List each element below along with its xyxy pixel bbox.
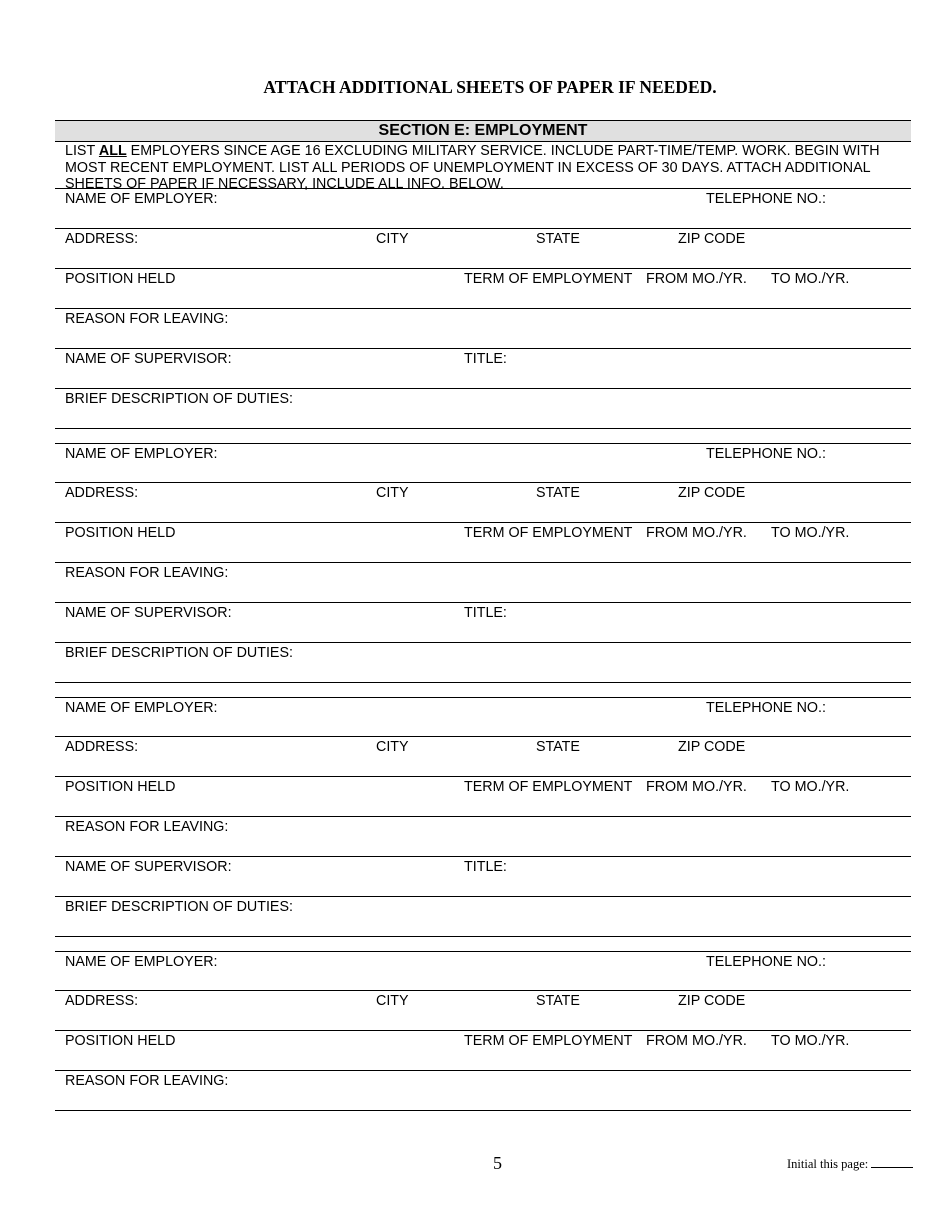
employer-name-row[interactable] [55,443,911,483]
position-label: POSITION HELD [65,779,176,795]
telephone-label: TELEPHONE NO.: [706,954,826,970]
from-label: FROM MO./YR. [646,525,747,541]
employer-name-label: NAME OF EMPLOYER: [65,954,218,970]
from-label: FROM MO./YR. [646,1033,747,1049]
duties-label: BRIEF DESCRIPTION OF DUTIES: [65,899,293,915]
city-label: CITY [376,993,409,1009]
initial-blank-line[interactable] [871,1158,913,1168]
state-label: STATE [536,993,580,1009]
instructions-emphasis: ALL [98,143,127,159]
duties-row[interactable] [55,897,911,937]
state-label: STATE [536,739,580,755]
position-label: POSITION HELD [65,525,176,541]
section-instructions [55,142,911,192]
supervisor-row[interactable] [55,603,911,643]
employer-name-row[interactable] [55,951,911,991]
state-label: STATE [536,231,580,247]
address-row[interactable] [55,483,911,523]
instructions-line3: SHEETS OF PAPER IF NECESSARY, INCLUDE ALL INFO. BELOW. [65,176,504,192]
address-label: ADDRESS: [65,993,139,1009]
instructions-line1: EMPLOYERS SINCE AGE 16 EXCLUDING MILITARY SERVICE. INCLUDE PART-TIME/TEMP. WORK. BEGIN WITH [126,143,880,159]
supervisor-label: NAME OF SUPERVISOR: [65,859,232,875]
telephone-label: TELEPHONE NO.: [706,700,826,716]
supervisor-label: NAME OF SUPERVISOR: [65,351,232,367]
employer-name-row[interactable] [55,189,911,229]
employer-name-label: NAME OF EMPLOYER: [65,446,218,462]
address-row[interactable] [55,737,911,777]
initial-label: Initial this page: [787,1157,869,1171]
duties-row[interactable] [55,389,911,429]
title-label: TITLE: [464,605,507,621]
employer-name-label: NAME OF EMPLOYER: [65,191,218,207]
position-row[interactable] [55,777,911,817]
position-label: POSITION HELD [65,1033,176,1049]
reason-row[interactable] [55,817,911,857]
zip-label: ZIP CODE [678,231,746,247]
telephone-label: TELEPHONE NO.: [706,446,826,462]
reason-row[interactable] [55,309,911,349]
position-label: POSITION HELD [65,271,176,287]
reason-label: REASON FOR LEAVING: [65,819,229,835]
term-label: TERM OF EMPLOYMENT [464,1033,633,1049]
to-label: TO MO./YR. [771,1033,850,1049]
from-label: FROM MO./YR. [646,271,747,287]
reason-label: REASON FOR LEAVING: [65,565,229,581]
supervisor-row[interactable] [55,349,911,389]
address-row[interactable] [55,991,911,1031]
telephone-label: TELEPHONE NO.: [706,191,826,207]
term-label: TERM OF EMPLOYMENT [464,271,633,287]
position-row[interactable] [55,269,911,309]
zip-label: ZIP CODE [678,485,746,501]
to-label: TO MO./YR. [771,525,850,541]
employment-form [55,120,911,1111]
title-label: TITLE: [464,859,507,875]
employer-name-row[interactable] [55,697,911,737]
title-label: TITLE: [464,351,507,367]
position-row[interactable] [55,1031,911,1071]
address-label: ADDRESS: [65,739,139,755]
reason-row[interactable] [55,1071,911,1111]
term-label: TERM OF EMPLOYMENT [464,779,633,795]
duties-label: BRIEF DESCRIPTION OF DUTIES: [65,645,293,661]
position-row[interactable] [55,523,911,563]
address-label: ADDRESS: [65,485,139,501]
zip-label: ZIP CODE [678,993,746,1009]
reason-label: REASON FOR LEAVING: [65,1073,229,1089]
to-label: TO MO./YR. [771,779,850,795]
zip-label: ZIP CODE [678,739,746,755]
state-label: STATE [536,485,580,501]
supervisor-row[interactable] [55,857,911,897]
address-label: ADDRESS: [65,231,139,247]
city-label: CITY [376,485,409,501]
employer-name-label: NAME OF EMPLOYER: [65,700,218,716]
from-label: FROM MO./YR. [646,779,747,795]
instructions-prefix: LIST [65,143,99,159]
instructions-line2: MOST RECENT EMPLOYMENT. LIST ALL PERIODS OF UNEMPLOYMENT IN EXCESS OF 30 DAYS. ATTACH ADDITIONAL [65,159,871,176]
duties-label: BRIEF DESCRIPTION OF DUTIES: [65,391,293,407]
initial-this-page [787,1157,913,1172]
to-label: TO MO./YR. [771,271,850,287]
section-title: SECTION E: EMPLOYMENT [55,120,911,142]
reason-label: REASON FOR LEAVING: [65,311,229,327]
duties-row[interactable] [55,643,911,683]
city-label: CITY [376,739,409,755]
term-label: TERM OF EMPLOYMENT [464,525,633,541]
city-label: CITY [376,231,409,247]
top-note: ATTACH ADDITIONAL SHEETS OF PAPER IF NEEDED. [263,77,717,97]
address-row[interactable] [55,229,911,269]
reason-row[interactable] [55,563,911,603]
page-number: 5 [493,1153,502,1173]
supervisor-label: NAME OF SUPERVISOR: [65,605,232,621]
